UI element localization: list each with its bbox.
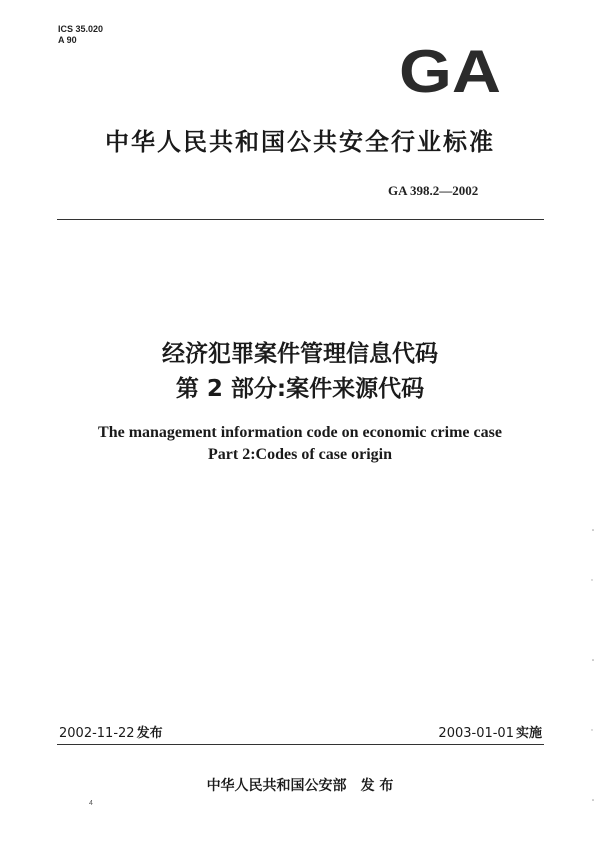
document-title-en-line1: The management information code on economic crime case [98,424,502,441]
ga-logo [398,44,503,96]
ics-code: ICS 35.020 [58,24,104,34]
page-mark: 4 [89,800,93,807]
scan-edge-marks [590,520,596,840]
document-title-cn-line2: 第 2 部分:案件来源代码 [175,376,425,402]
publisher-action: 发 布 [360,778,394,794]
implementation-date-value: 2003-01-01 [438,726,514,741]
publisher-line [0,775,600,795]
issue-date [59,722,163,741]
document-title-en-line2: Part 2:Codes of case origin [208,446,392,463]
footer-divider [57,744,544,745]
ga-logo-text: GA [399,44,501,96]
document-title-cn-line1: 经济犯罪案件管理信息代码 [162,341,438,367]
ccs-code: A 90 [58,35,77,45]
header-divider [57,219,544,220]
implementation-date-label: 实施 [515,726,542,741]
publisher-name: 中华人民共和国公安部 [206,778,347,794]
issue-date-value: 2002-11-22 [59,726,135,741]
standard-category-title: 中华人民共和国公共安全行业标准 [105,128,495,156]
classification-codes [58,24,103,46]
issue-date-label: 发布 [136,726,163,741]
standard-number: GA 398.2—2002 [388,183,479,198]
implementation-date [438,722,542,741]
